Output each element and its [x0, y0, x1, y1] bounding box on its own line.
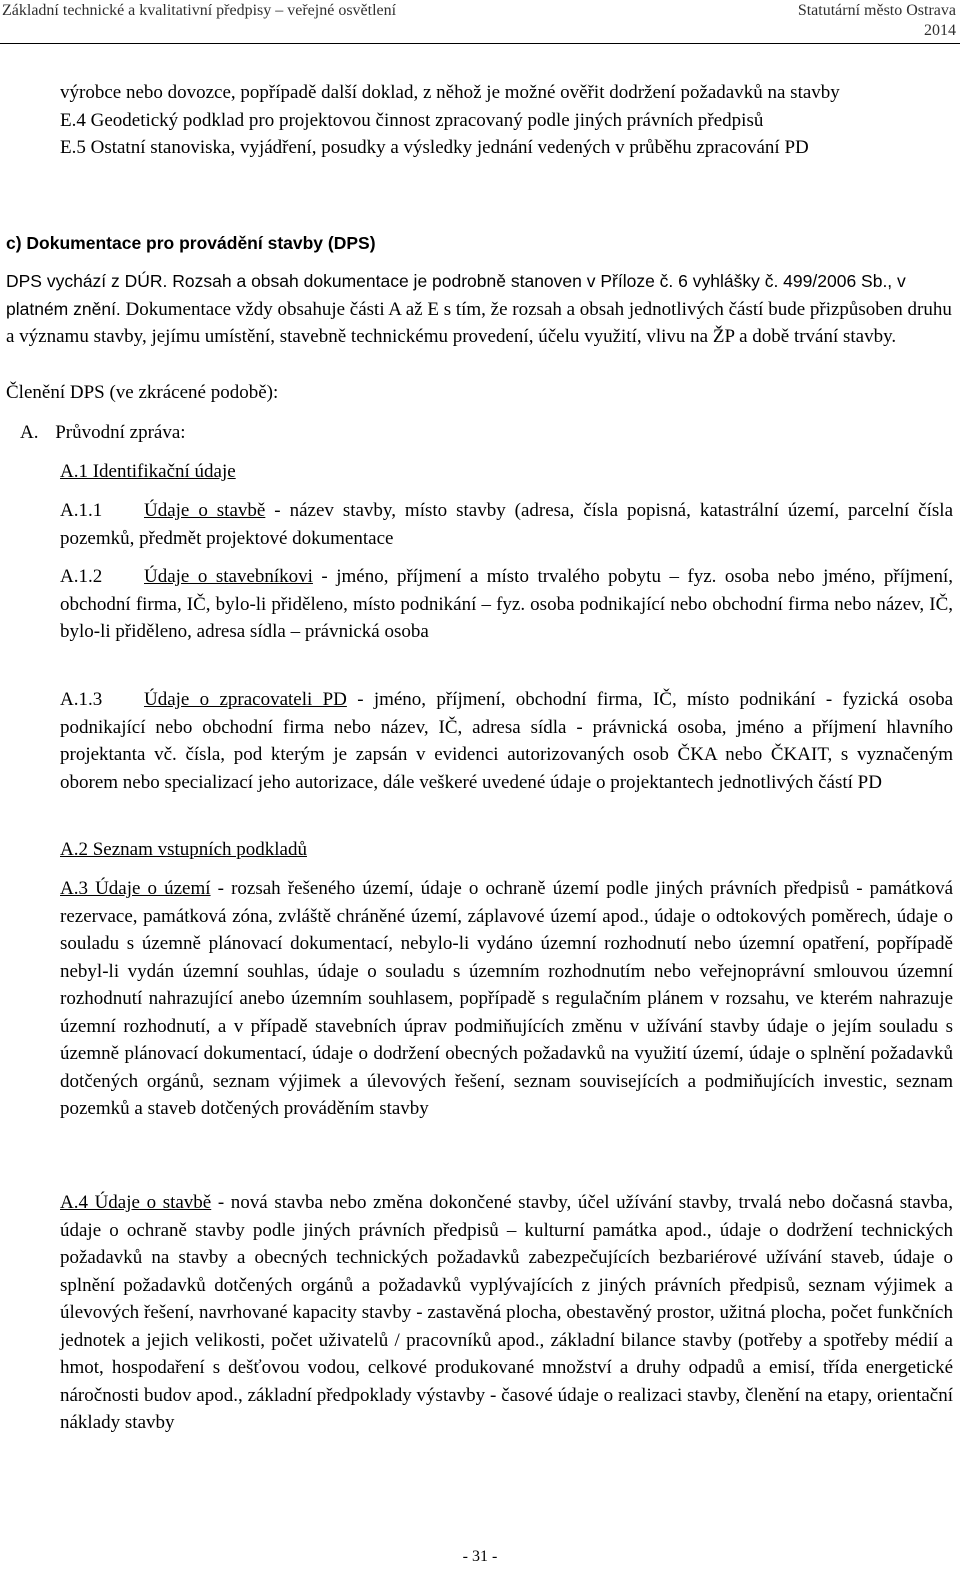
item-a3 — [60, 875, 953, 1123]
dps-content-text: Dokumentace vždy obsahuje části A až E s tím, že rozsah a obsah jednotlivých částí bude přizpůsoben druhu a významu stavby, jejímu umístění, stavebně technickému provedení, účelu využití, vlivu na ŽP a době trvání stavby. — [6, 298, 952, 347]
item-a4-text: - nová stavba nebo změna dokončené stavby, účel užívání stavby, trvalá nebo dočasná stavba, údaje o ochraně stavby podle jiných právních předpisů – kulturní památka apod., údaje o dodržení technických požadavků na stavby a obecných technických požadavků zabezpečujících bezbariérové užívání staveb, údaje o splnění požadavků dotčených orgánů a požadavků vyplývajících z jiných právních předpisů, seznam výjimek a úlevových řešení, navrhované kapacity stavby - zastavěná plocha, obestavěný prostor, užitná plocha, počet funkčních jednotek a jejich velikosti, počet uživatelů / pracovníků apod., základní bilance stavby (potřeby a spotřeby médií a hmot, hospodaření s dešťovou vodou, celkové produkované množství a druhy odpadů a emisí, třída energetické náročnosti budov apod., základní předpoklady výstavby - časové údaje o realizaci stavby, členění na etapy, orientační náklady stavby — [60, 1192, 953, 1433]
item-a12-text: - jméno, příjmení a místo trvalého pobytu – fyz. osoba nebo jméno, příjmení, obchodní firma, IČ, bylo-li přiděleno, místo podnikání – fyz. osoba podnikající nebo obchodní firma nebo název, IČ, bylo-li přiděleno, adresa sídla – právnická osoba — [60, 566, 953, 642]
intro-continuation — [60, 79, 953, 162]
page-number: - 31 - — [462, 1548, 498, 1565]
header-city: Statutární město Ostrava — [797, 2, 956, 19]
section-c-paragraph — [6, 268, 952, 351]
item-a12-number: A.1.2 — [60, 566, 103, 587]
item-e5: E.5 Ostatní stanoviska, vyjádření, posudky a výsledky jednání vedených v průběhu zpracování PD — [60, 137, 809, 158]
dps-structure-label: Členění DPS (ve zkrácené podobě): — [6, 382, 279, 403]
item-a13-number: A.1.3 — [60, 689, 103, 710]
dps-intro-text: DPS vychází z DÚR. Rozsah a obsah dokumentace je podrobně stanoven v Příloze č. 6 vyhlášky č. 499/2006 Sb., v platném znění. — [6, 271, 906, 319]
section-a-title: Průvodní zpráva: — [55, 422, 186, 443]
item-a3-heading: A.3 Údaje o území — [60, 878, 211, 899]
item-a1: A.1 Identifikační údaje — [60, 461, 236, 482]
item-a13-text: - jméno, příjmení, obchodní firma, IČ, místo podnikání - fyzická osoba podnikající nebo obchodní firma nebo název, IČ, adresa sídla - právnická osoba, jméno a příjmení hlavního projektanta vč. čísla, pod kterým je zapsán v evidenci autorizovaných osob ČKA nebo ČKAIT, s vyznačeným oborem nebo specializací jeho autorizace, dále veškeré uvedené údaje o projektantech jednotlivých částí PD — [60, 689, 953, 793]
item-a11-number: A.1.1 — [60, 500, 103, 521]
item-a13 — [60, 686, 953, 796]
item-a11-text: - název stavby, místo stavby (adresa, čísla popisná, katastrální území, parcelní čísla pozemků, předmět projektové dokumentace — [60, 500, 954, 549]
item-a4-heading: A.4 Údaje o stavbě — [60, 1192, 212, 1213]
item-a11-heading: Údaje o stavbě — [144, 500, 266, 521]
header-organization — [798, 1, 956, 41]
item-a11 — [60, 497, 953, 552]
item-a4 — [60, 1189, 953, 1437]
item-a3-text: - rozsah řešeného území, údaje o ochraně území podle jiných právních předpisů - památková rezervace, památková zóna, zvláště chráněné území, záplavové území apod., údaje o odtokových poměrech, údaje o souladu s územně plánovací dokumentací, nebylo-li vydáno územní rozhodnutí nebo územní opatření, popřípadě nebyl-li vydán územní souhlas, údaje o souladu s územním rozhodnutím nebo veřejnoprávní smlouvou územní rozhodnutí nahrazující anebo územním souhlasem, popřípadě s regulačním plánem v rozsahu, ve kterém nahrazuje územní rozhodnutí, a v případě stavebních úprav podmiňujících změnu v užívání stavby údaje o jejím souladu s územně plánovací dokumentací, údaje o dodržení obecných požadavků na využití území, údaje o splnění požadavků dotčených orgánů, seznam výjimek a úlevových řešení, seznam souvisejících a podmiňujících investic, seznam pozemků a staveb dotčených prováděním stavby — [60, 878, 953, 1119]
intro-line: výrobce nebo dovozce, popřípadě další doklad, z něhož je možné ověřit dodržení požadavků na stavby — [60, 82, 840, 103]
page-header — [0, 0, 960, 44]
item-a12 — [60, 563, 953, 646]
header-document-title: Základní technické a kvalitativní předpisy – veřejné osvětlení — [2, 2, 397, 19]
item-a13-heading: Údaje o zpracovateli PD — [144, 689, 347, 710]
item-a2: A.2 Seznam vstupních podkladů — [60, 839, 307, 860]
section-a-heading — [20, 419, 920, 447]
header-year: 2014 — [924, 22, 956, 39]
section-c-title: c) Dokumentace pro provádění stavby (DPS) — [6, 233, 376, 253]
item-a12-heading: Údaje o stavebníkovi — [144, 566, 313, 587]
item-e4: E.4 Geodetický podklad pro projektovou činnost zpracovaný podle jiných právních předpisů — [60, 109, 764, 131]
section-a-label: A. — [20, 422, 39, 443]
